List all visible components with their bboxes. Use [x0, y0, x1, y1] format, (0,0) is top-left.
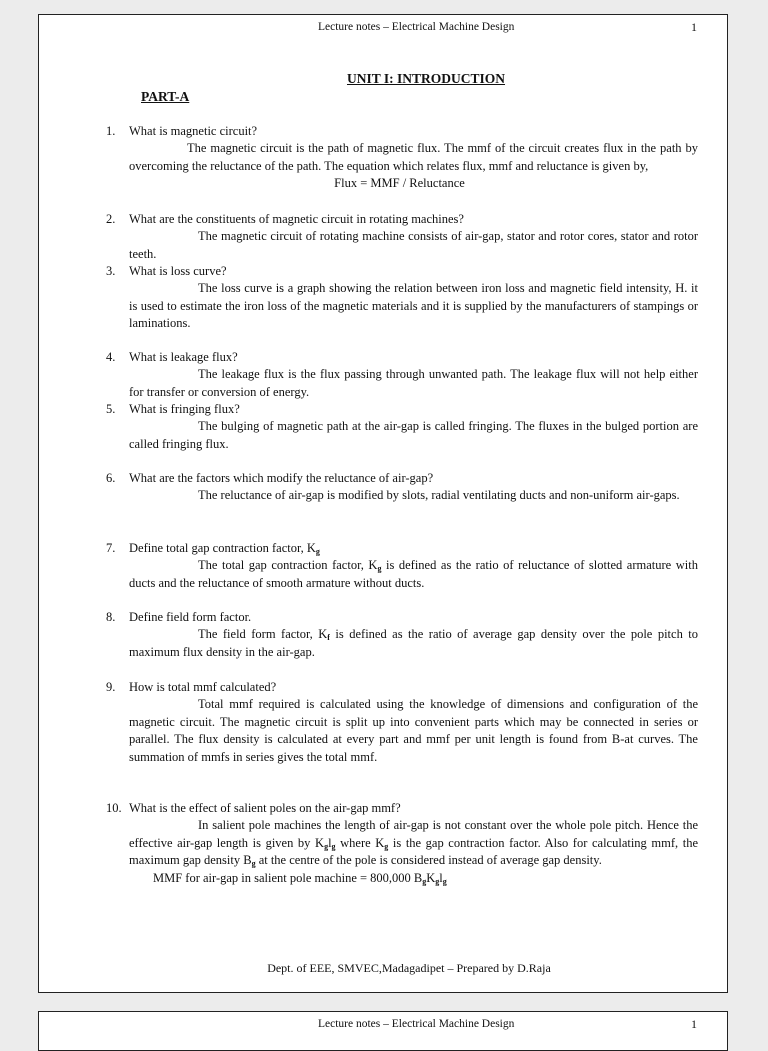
header-title: Lecture notes – Electrical Machine Design: [318, 21, 515, 33]
answer-text: The leakage flux is the flux passing through unwanted path. The leakage flux will not help either for transfer or conversion of energy.: [129, 367, 698, 399]
answer-text: The reluctance of air-gap is modified by slots, radial ventilating ducts and non-uniform air-gaps.: [198, 488, 680, 503]
answer-text: The magnetic circuit of rotating machine consists of air-gap, stator and rotor cores, stator and rotor teeth.: [129, 229, 698, 261]
formula: MMF for air-gap in salient pole machine = 800,000 $B_gK_gl_g$: [153, 870, 447, 886]
question-number: 2.: [106, 212, 116, 226]
question-number: 4.: [106, 350, 116, 364]
qa-item-5: [106, 401, 698, 453]
header-title: Lecture notes – Electrical Machine Design: [318, 1018, 515, 1030]
question-number: 9.: [106, 680, 116, 694]
question-text: What are the constituents of magnetic circuit in rotating machines?: [129, 212, 464, 226]
question-number: 10.: [106, 801, 122, 815]
answer-text: The field form factor, $K_f$ is defined as the ratio of average gap density over the pole pitch to maximum flux density in the air-gap.: [129, 627, 698, 659]
question-number: 6.: [106, 471, 116, 485]
unit-title: UNIT I: INTRODUCTION: [346, 71, 506, 86]
page-footer: Dept. of EEE, SMVEC,Madagadipet – Prepared by D.Raja: [267, 961, 551, 975]
qa-item-10: [106, 800, 698, 887]
document-page-1: [38, 14, 728, 993]
qa-item-2: [106, 211, 698, 263]
question-text: What is fringing flux?: [129, 402, 240, 416]
page-number: 1: [691, 20, 697, 34]
qa-item-4: [106, 349, 698, 401]
question-text: What is leakage flux?: [129, 350, 238, 364]
page-number: 1: [691, 1017, 697, 1031]
answer-text: The magnetic circuit is the path of magnetic flux. The mmf of the circuit creates flux in the path by overcoming the reluctance of the path. The equation which relates flux, mmf and reluctance is given by,: [129, 141, 698, 173]
document-page-2: [38, 1011, 728, 1051]
question-number: 1.: [106, 124, 116, 138]
question-text: How is total mmf calculated?: [129, 680, 277, 694]
formula: Flux = MMF / Reluctance: [334, 176, 465, 191]
question-text: What are the factors which modify the reluctance of air-gap?: [129, 471, 434, 485]
question-number: 8.: [106, 610, 116, 624]
question-text: Define field form factor.: [129, 610, 252, 624]
question-text: What is magnetic circuit?: [129, 124, 258, 138]
question-text: Define total gap contraction factor, K: [129, 541, 316, 555]
qa-item-9: [106, 679, 698, 766]
question-number: 5.: [106, 402, 116, 416]
part-title: PART-A: [141, 89, 190, 104]
question-number: 3.: [106, 264, 116, 278]
answer-text: Total mmf required is calculated using the knowledge of dimensions and configuration of the magnetic circuit. The magnetic circuit is split up into convenient parts which may be connected in series or parallel. The flux density is calculated at every part and mmf per unit length is found from B-at curves. The summation of mmfs in series gives the total mmf.: [129, 697, 698, 764]
question-text: What is loss curve?: [129, 264, 227, 278]
qa-item-3: [106, 263, 698, 333]
qa-item-7: 7. Define total gap contraction factor, $K_g$ The total gap contraction factor, $K_g$ is defined as the ratio of reluctance of slotted armature with ducts and the reluctance of smooth armature without ducts.: [129, 540, 698, 592]
qa-item-1: [106, 123, 698, 193]
answer-text: The total gap contraction factor, $K_g$ is defined as the ratio of reluctance of slotted armature with ducts and the reluctance of smooth armature without ducts.: [129, 558, 698, 590]
answer-text: The loss curve is a graph showing the relation between iron loss and magnetic field intensity, H. it is used to estimate the iron loss of the magnetic materials and it is supplied by the manufacturers of stampings or laminations.: [129, 281, 698, 331]
question-text: What is the effect of salient poles on the air-gap mmf?: [129, 801, 401, 815]
qa-item-6: [106, 470, 698, 505]
qa-item-8: [106, 609, 698, 661]
answer-text: In salient pole machines the length of air-gap is not constant over the whole pole pitch. Hence the effective air-gap length is given by $K_gl_g$ where $K_g$ is the gap contraction factor. Also for calculating mmf, the maximum gap density $B_g$ at the centre of the pole is considered instead of average gap density.: [129, 818, 698, 869]
question-number: 7.: [106, 541, 116, 555]
answer-text: The bulging of magnetic path at the air-gap is called fringing. The fluxes in the bulged portion are called fringing flux.: [129, 419, 698, 451]
